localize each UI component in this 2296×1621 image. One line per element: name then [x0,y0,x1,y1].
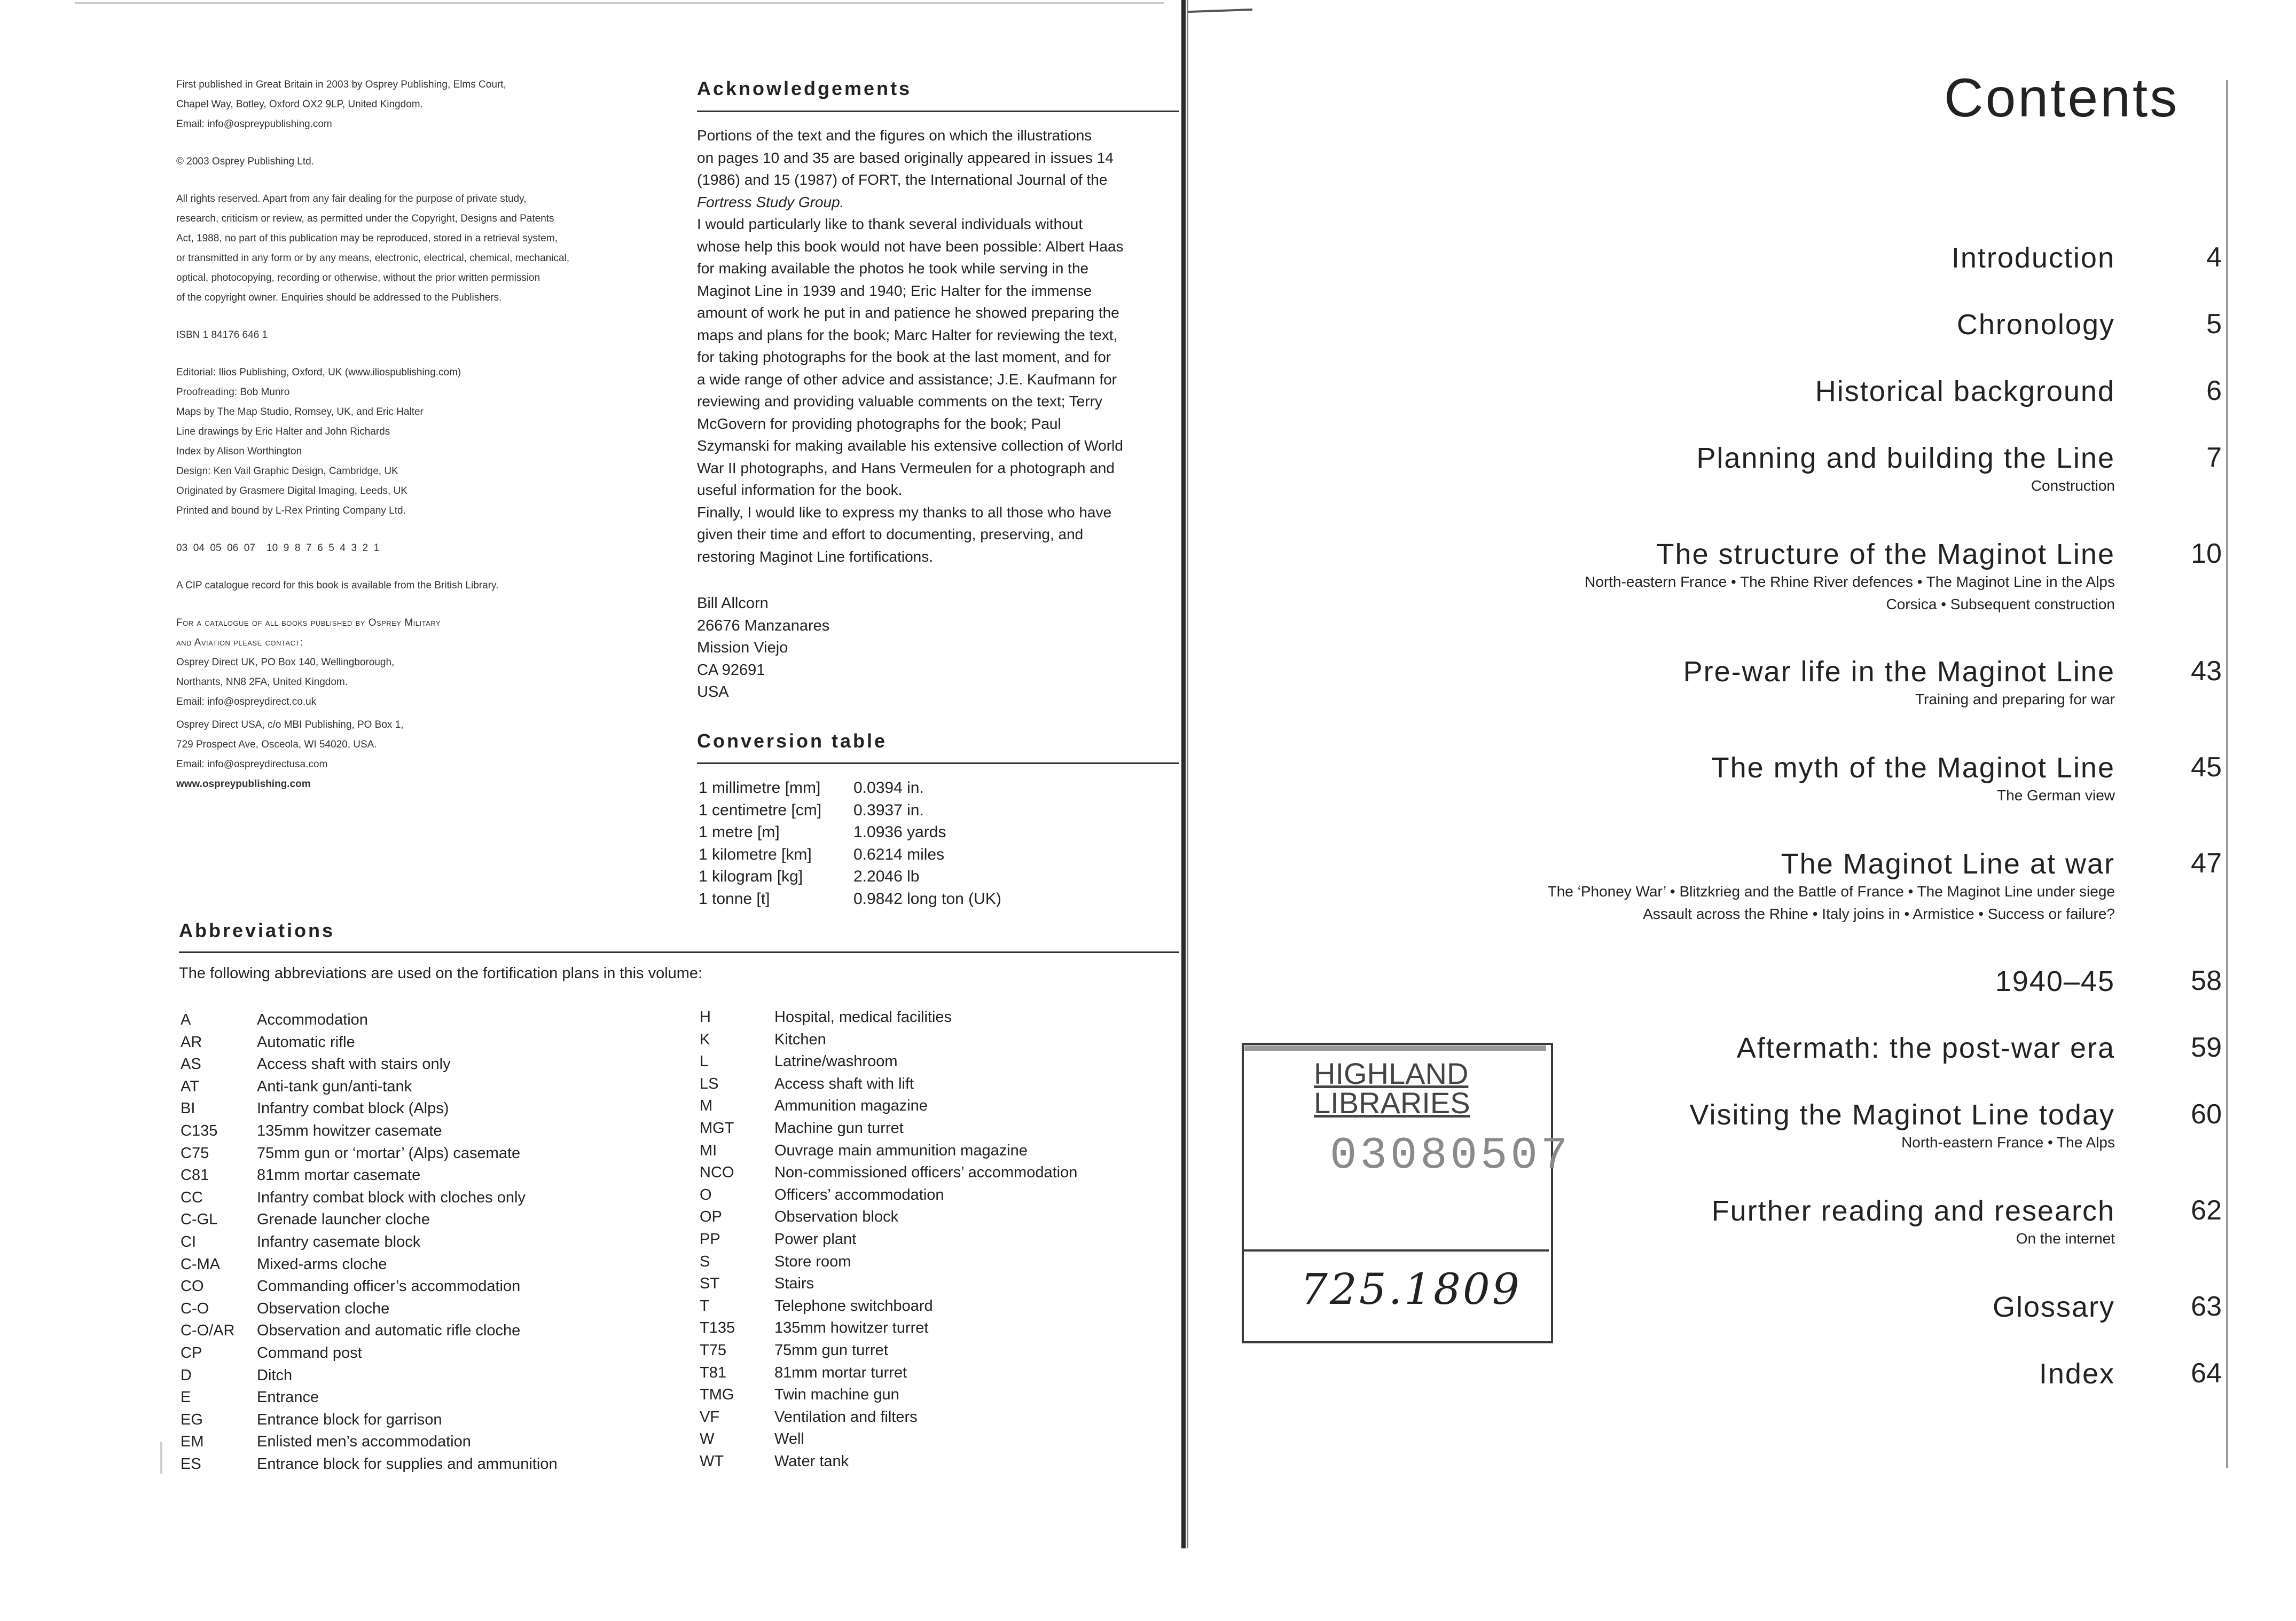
toc-entry-title: Introduction [1951,242,2115,274]
rights-line: or transmitted in any form or by any means, electronic, electrical, chemical, mechanical, [176,253,570,264]
abbr-code: C-GL [181,1211,218,1229]
abbreviation-row [181,1409,558,1431]
toc-entry-title: The structure of the Maginot Line [1656,538,2115,570]
abbreviation-row [181,1453,558,1476]
cip-line: A CIP catalogue record for this book is available from the British Library. [176,580,499,591]
abbr-code: E [181,1389,191,1406]
abbr-meaning: Access shaft with lift [774,1075,914,1092]
toc-entry-title: Visiting the Maginot Line today [1689,1099,2115,1131]
abbreviation-row [700,1451,1077,1473]
ack-line: on pages 10 and 35 are based originally appeared in issues 14 [697,149,1114,166]
usa-contact-line: Email: info@ospreydirectusa.com [176,759,328,770]
abbr-meaning: 81mm mortar turret [774,1364,907,1381]
ack-line: maps and plans for the book; Marc Halter for reviewing the text, [697,326,1118,343]
abbr-code: K [700,1030,710,1048]
abbr-code: C75 [181,1144,209,1162]
abbreviation-row [181,1053,558,1076]
ack-line: McGovern for providing photographs for the book; Paul [697,415,1061,432]
scan-edge-mark [160,1442,162,1474]
abbr-meaning: Access shaft with stairs only [257,1056,451,1073]
ack-line: Portions of the text and the figures on which the illustrations [697,127,1092,144]
ack-line: amount of work he put in and patience he showed preparing the [697,304,1119,321]
abbreviation-row [700,1118,1077,1140]
abbr-meaning: Telephone switchboard [774,1297,933,1315]
toc-page-number: 43 [2191,656,2222,687]
abbreviation-row [700,1362,1077,1384]
abbreviation-row [700,1317,1077,1340]
ack-line: I would particularly like to thank several individuals without [697,216,1083,232]
abbreviations-rule [179,951,1179,953]
abbr-meaning: Ventilation and filters [774,1408,918,1426]
abbr-meaning: Automatic rifle [257,1033,355,1051]
abbr-meaning: Infantry combat block (Alps) [257,1100,449,1118]
conversion-value: 2.2046 lb [853,868,920,885]
abbr-code: AS [181,1056,201,1073]
toc-entry-title: Further reading and research [1711,1195,2115,1227]
ack-line: (1986) and 15 (1987) of FORT, the International Journal of the [697,171,1108,188]
abbr-code: W [700,1430,715,1448]
abbr-meaning: Hospital, medical facilities [774,1009,952,1026]
abbr-meaning: Power plant [774,1230,857,1248]
toc-subentry: North-eastern France • The Rhine River defences • The Maginot Line in the Alps [1585,573,2115,590]
abbr-code: VF [700,1408,720,1426]
abbreviation-row [181,1032,558,1054]
toc-subentry: On the internet [2016,1230,2115,1247]
toc-subentry: North-eastern France • The Alps [1901,1134,2115,1151]
abbr-meaning: Machine gun turret [774,1119,904,1137]
conversion-unit: 1 millimetre [mm] [699,779,821,797]
abbr-code: BI [181,1100,195,1118]
book-spine-edge [1187,0,1188,1548]
rights-line: Act, 1988, no part of this publication may be reproduced, stored in a retrieval system, [176,233,558,244]
toc-page-number: 4 [2206,242,2222,273]
conversion-unit: 1 centimetre [cm] [699,801,822,819]
abbr-code: CI [181,1233,196,1250]
abbreviation-row [181,1164,558,1187]
stamp-accession-number: 03080507 [1330,1131,1571,1182]
abbr-code: L [700,1053,709,1071]
abbreviation-row [181,1342,558,1365]
toc-page-number: 62 [2191,1195,2222,1226]
toc-entry[interactable] [1442,1032,2222,1065]
abbr-meaning: Non-commissioned officers’ accommodation [774,1164,1078,1182]
stamp-library-name: HIGHLAND [1314,1057,1469,1090]
toc-entry[interactable] [1442,965,2222,998]
credit-line: Printed and bound by L-Rex Printing Company Ltd. [176,505,406,516]
abbr-code: ST [700,1275,720,1293]
credit-line: Maps by The Map Studio, Romsey, UK, and Eric Halter [176,406,424,418]
conversion-table [699,777,1001,910]
abbreviations-column-1 [181,1009,558,1475]
abbr-code: TMG [700,1386,734,1404]
abbr-meaning: Mixed-arms cloche [257,1255,387,1273]
toc-entry-title: The Maginot Line at war [1781,848,2115,880]
abbr-meaning: Accommodation [257,1011,368,1028]
usa-contact-line: 729 Prospect Ave, Osceola, WI 54020, USA. [176,739,377,750]
abbr-code: MI [700,1142,717,1159]
abbreviation-row [181,1387,558,1409]
abbreviation-row [181,1298,558,1320]
abbr-code: M [700,1097,713,1115]
toc-entry[interactable] [1442,308,2222,341]
ack-line: War II photographs, and Hans Vermeulen for a photograph and [697,459,1115,476]
abbreviation-row [700,1051,1077,1073]
abbr-meaning: Commanding officer’s accommodation [257,1278,521,1295]
credit-line: Index by Alison Worthington [176,446,302,457]
abbr-code: ES [181,1455,201,1473]
toc-entry[interactable] [1442,751,2222,807]
abbr-meaning: Entrance block for supplies and ammunition [257,1455,558,1473]
rights-line: optical, photocopying, recording or otherwise, without the prior written permission [176,272,540,284]
ack-line: Szymanski for making available his extensive collection of World [697,437,1123,454]
imprint-line: First published in Great Britain in 2003 by Osprey Publishing, Elms Court, [176,79,506,90]
abbr-code: O [700,1186,712,1203]
abbreviation-row [700,1229,1077,1251]
abbr-code: PP [700,1230,720,1248]
ack-line: Fortress Study Group. [697,193,844,210]
abbreviation-row [700,1140,1077,1162]
abbreviation-row [181,1254,558,1276]
abbreviation-row [700,1073,1077,1096]
abbr-code: AT [181,1077,199,1095]
conversion-value: 0.9842 long ton (UK) [853,890,1001,908]
ack-line: useful information for the book. [697,482,903,498]
toc-subentry: Assault across the Rhine • Italy joins in • Armistice • Success or failure? [1643,906,2115,922]
abbreviation-row [181,1143,558,1165]
stamp-divider [1244,1249,1549,1252]
toc-entry[interactable] [1442,538,2222,616]
toc-subentry: Corsica • Subsequent construction [1886,596,2115,612]
abbr-meaning: Infantry combat block with cloches only [257,1189,526,1206]
abbr-code: D [181,1366,192,1384]
abbreviations-column-2 [700,1006,1077,1473]
conversion-row [699,799,1001,822]
toc-page-number: 60 [2191,1099,2222,1130]
usa-contact-line: Osprey Direct USA, c/o MBI Publishing, PO Box 1, [176,719,404,730]
conversion-heading: Conversion table [697,730,888,752]
abbr-meaning: Enlisted men’s accommodation [257,1433,471,1451]
ack-line: for making available the photos he took while serving in the [697,260,1089,277]
abbr-code: C81 [181,1167,209,1184]
abbr-meaning: Grenade launcher cloche [257,1211,430,1229]
abbreviation-row [181,1320,558,1342]
conversion-row [699,777,1001,799]
abbr-meaning: Ammunition magazine [774,1097,928,1115]
rights-line: of the copyright owner. Enquiries should be addressed to the Publishers. [176,292,502,303]
rights-line: All rights reserved. Apart from any fair dealing for the purpose of private study, [176,193,527,204]
conversion-unit: 1 tonne [t] [699,890,770,908]
abbr-code: T75 [700,1341,726,1359]
website-link[interactable]: www.ospreypublishing.com [176,778,311,790]
toc-entry[interactable] [1442,1357,2222,1390]
stamp-top-band [1244,1045,1546,1051]
abbr-meaning: Ouvrage main ammunition magazine [774,1142,1028,1159]
credit-line: Originated by Grasmere Digital Imaging, Leeds, UK [176,485,408,497]
abbreviation-row [700,1384,1077,1406]
credit-line: Proofreading: Bob Munro [176,387,290,398]
conversion-row [699,865,1001,888]
credit-line: Editorial: Ilios Publishing, Oxford, UK (www.iliospublishing.com) [176,367,461,378]
imprint-block [176,75,684,794]
abbr-meaning: Infantry casemate block [257,1233,421,1250]
abbr-meaning: Officers’ accommodation [774,1186,944,1203]
address-line: Bill Allcorn [697,595,769,612]
abbreviation-row [700,1406,1077,1429]
conversion-value: 1.0936 yards [853,823,946,841]
copyright-line: © 2003 Osprey Publishing Ltd. [176,156,314,167]
abbr-code: T [700,1297,709,1315]
abbr-code: C-MA [181,1255,221,1273]
conversion-value: 0.3937 in. [853,801,924,819]
uk-contact-line: Email: info@ospreydirect.co.uk [176,696,317,707]
abbr-code: NCO [700,1164,734,1182]
address-line: 26676 Manzanares [697,617,830,634]
abbr-meaning: Well [774,1430,804,1448]
abbreviation-row [181,1365,558,1387]
abbr-code: EG [181,1411,203,1428]
toc-entry[interactable] [1442,442,2222,497]
abbreviation-row [700,1029,1077,1051]
abbr-code: OP [700,1208,722,1226]
credit-line: Design: Ken Vail Graphic Design, Cambridge, UK [176,466,398,477]
abbr-meaning: Ditch [257,1366,293,1384]
abbr-meaning: Stairs [774,1275,814,1293]
abbr-code: T81 [700,1364,726,1381]
abbreviation-row [700,1295,1077,1318]
toc-entry-title: Aftermath: the post-war era [1736,1032,2115,1064]
abbr-meaning: Command post [257,1344,362,1362]
toc-entry[interactable] [1442,375,2222,408]
conversion-row [699,888,1001,910]
abbr-code: C-O/AR [181,1322,235,1340]
abbr-code: EM [181,1433,204,1451]
ack-line: whose help this book would not have been possible: Albert Haas [697,238,1124,255]
abbr-code: CP [181,1344,202,1362]
abbr-code: C-O [181,1300,209,1317]
abbreviation-row [181,1076,558,1098]
toc-entry-title: Planning and building the Line [1696,442,2115,474]
abbreviation-row [181,1209,558,1231]
abbreviation-row [700,1006,1077,1029]
address-line: Mission Viejo [697,639,788,656]
abbreviation-row [181,1231,558,1254]
abbr-meaning: 135mm howitzer turret [774,1319,929,1337]
abbr-code: MGT [700,1119,734,1137]
abbreviation-row [700,1206,1077,1229]
toc-entry-title: Chronology [1956,309,2115,341]
ack-line: Finally, I would like to express my thanks to all those who have [697,503,1112,521]
abbreviation-row [181,1120,558,1143]
toc-page-number: 10 [2191,538,2222,569]
abbr-meaning: Latrine/washroom [774,1053,898,1071]
toc-entry[interactable] [1442,1194,2222,1250]
conversion-unit: 1 kilogram [kg] [699,868,803,885]
abbreviation-row [181,1187,558,1209]
abbr-meaning: Kitchen [774,1030,826,1048]
conversion-value: 0.6214 miles [853,845,945,863]
abbr-meaning: Twin machine gun [774,1386,899,1404]
toc-page-number: 64 [2191,1358,2222,1389]
toc-entry-title: Pre-war life in the Maginot Line [1683,656,2115,688]
toc-subentry: Construction [2031,477,2115,494]
toc-page-number: 63 [2191,1291,2222,1322]
abbreviation-row [181,1009,558,1032]
conversion-row [699,821,1001,844]
catalogue-line: and Aviation please contact: [176,637,303,648]
page-right-edge [2226,80,2228,1468]
toc-page-number: 58 [2191,965,2222,996]
toc-entry-title: Historical background [1815,375,2115,407]
abbr-meaning: 135mm howitzer casemate [257,1122,442,1139]
abbr-code: LS [700,1075,719,1092]
imprint-email: Email: info@ospreypublishing.com [176,119,332,130]
stamp-classmark-handwritten: 725.1809 [1300,1264,1522,1314]
ack-line: a wide range of other advice and assistance; J.E. Kaufmann for [697,371,1117,388]
conversion-unit: 1 kilometre [km] [699,845,812,863]
toc-entry-title: Index [2039,1358,2115,1390]
abbr-meaning: 75mm gun or ‘mortar’ (Alps) casemate [257,1144,521,1162]
toc-subentry: The ‘Phoney War’ • Blitzkrieg and the Battle of France • The Maginot Line under siege [1547,883,2115,900]
uk-contact-line: Osprey Direct UK, PO Box 140, Wellingborough, [176,657,395,668]
scan-edge-line [75,2,1164,4]
abbreviation-row [700,1095,1077,1118]
abbr-meaning: 81mm mortar casemate [257,1167,421,1184]
abbr-meaning: Observation cloche [257,1300,390,1317]
acknowledgements-rule [697,111,1179,112]
toc-entry-title: Glossary [1992,1291,2115,1323]
abbr-code: CO [181,1278,204,1295]
toc-page-number: 6 [2206,375,2222,406]
abbr-code: WT [700,1452,724,1470]
toc-entry[interactable] [1442,847,2222,925]
abbreviation-row [700,1340,1077,1362]
credit-line: Line drawings by Eric Halter and John Richards [176,426,390,437]
abbreviation-row [700,1184,1077,1207]
contents-title: Contents [1944,67,2180,128]
abbreviation-row [700,1162,1077,1184]
toc-subentry: Training and preparing for war [1915,691,2115,707]
ack-line: given their time and effort to documenting, preserving, and [697,526,1084,542]
abbr-meaning: Observation and automatic rifle cloche [257,1322,521,1340]
abbr-meaning: Entrance block for garrison [257,1411,442,1428]
abbreviation-row [181,1431,558,1453]
toc-page-number: 7 [2206,442,2222,473]
page-curl [1188,9,1252,13]
abbr-meaning: Water tank [774,1452,849,1470]
abbr-code: S [700,1253,710,1270]
toc-entry[interactable] [1442,655,2222,711]
abbr-code: H [700,1009,711,1026]
stamp-library-name: LIBRARIES [1314,1086,1470,1120]
abbreviation-row [700,1273,1077,1295]
abbr-meaning: Store room [774,1253,851,1270]
isbn: ISBN 1 84176 646 1 [176,329,268,341]
abbr-meaning: Observation block [774,1208,899,1226]
abbreviations-intro: The following abbreviations are used on the fortification plans in this volume: [179,965,703,982]
toc-entry[interactable] [1442,1290,2222,1324]
abbreviation-row [181,1276,558,1298]
toc-entry-title: The myth of the Maginot Line [1711,752,2115,784]
toc-page-number: 45 [2191,752,2222,783]
abbr-code: C135 [181,1122,218,1139]
acknowledgements-body [697,124,1178,568]
imprint-line: Chapel Way, Botley, Oxford OX2 9LP, United Kingdom. [176,99,423,110]
address-line: CA 92691 [697,661,765,679]
toc-entry[interactable] [1442,241,2222,274]
print-line: 03 04 05 06 07 10 9 8 7 6 5 4 3 2 1 [176,542,380,554]
abbr-meaning: Entrance [257,1389,319,1406]
abbreviations-heading: Abbreviations [179,919,335,941]
abbreviation-row [700,1251,1077,1273]
conversion-rule [697,762,1179,764]
author-address [697,593,829,704]
abbr-code: A [181,1011,191,1028]
toc-subentry: The German view [1997,787,2115,804]
ack-line: restoring Maginot Line fortifications. [697,548,933,565]
abbr-code: CC [181,1189,203,1206]
toc-page-number: 5 [2206,309,2222,340]
conversion-row [699,844,1001,866]
abbr-code: T135 [700,1319,735,1337]
toc-entry-title: 1940–45 [1995,965,2115,997]
toc-page-number: 59 [2191,1032,2222,1063]
abbr-meaning: 75mm gun turret [774,1341,888,1359]
abbr-meaning: Anti-tank gun/anti-tank [257,1077,412,1095]
rights-line: research, criticism or review, as permitted under the Copyright, Designs and Patents [176,213,554,224]
ack-line: for taking photographs for the book at the last moment, and for [697,349,1111,365]
abbreviation-row [700,1428,1077,1451]
conversion-value: 0.0394 in. [853,779,924,797]
ack-line: Maginot Line in 1939 and 1940; Eric Halter for the immense [697,282,1092,299]
acknowledgements-heading: Acknowledgements [697,77,912,99]
abbr-code: AR [181,1033,202,1051]
toc-page-number: 47 [2191,848,2222,879]
book-spine-shadow [1181,0,1186,1548]
abbreviation-row [181,1098,558,1120]
uk-contact-line: Northants, NN8 2FA, United Kingdom. [176,676,348,688]
ack-line: reviewing and providing valuable comments on the text; Terry [697,393,1102,410]
catalogue-line: For a catalogue of all books published by Osprey Military [176,617,441,628]
address-line: USA [697,683,729,701]
conversion-unit: 1 metre [m] [699,823,780,841]
